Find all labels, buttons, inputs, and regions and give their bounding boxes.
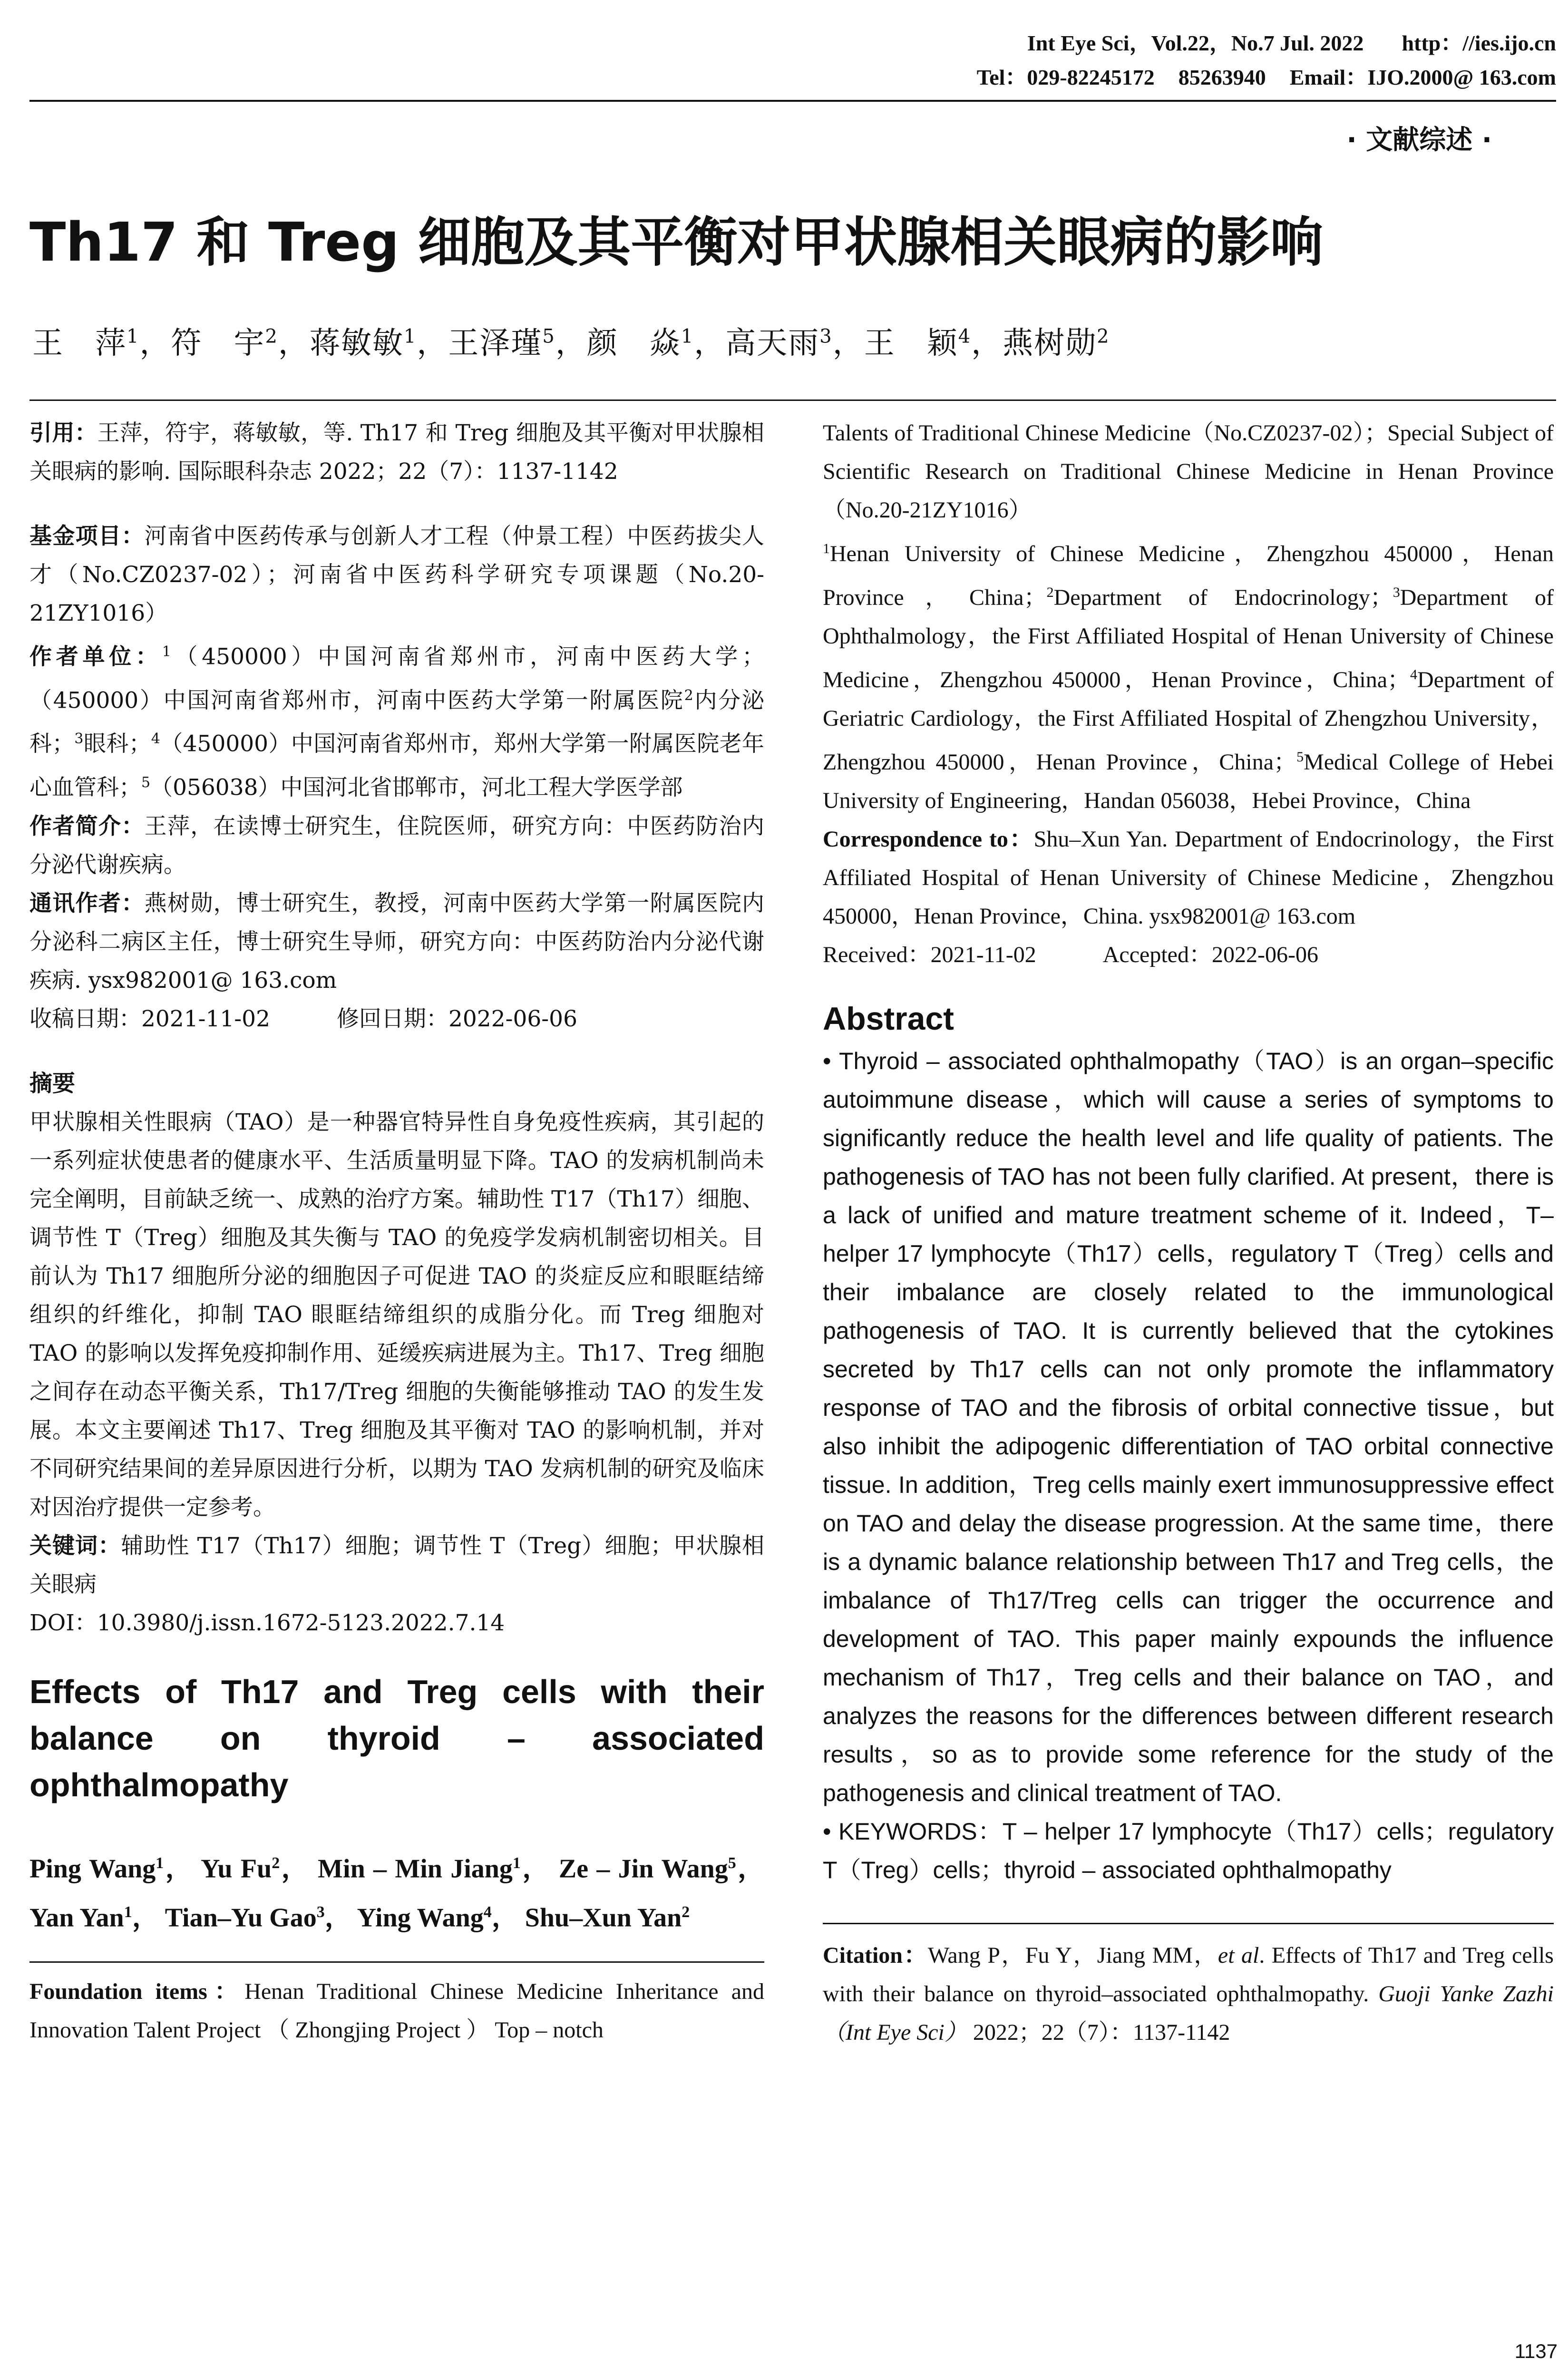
author-cn: 颜 焱	[586, 326, 681, 361]
author-cn: 符 宇	[171, 326, 265, 361]
author-cn: 高天雨	[725, 326, 820, 361]
author-cn: 蒋敏敏	[309, 326, 404, 361]
abstract-cn-heading: 摘要	[29, 1070, 76, 1097]
keywords-en: • KEYWORDS：T – helper 17 lymphocyte（Th17）cells；regulatory T（Treg）cells；thyroid – associated ophthalmopathy	[823, 1818, 1554, 1883]
article-title: Th17 和 Treg 细胞及其平衡对甲状腺相关眼病的影响	[29, 212, 1324, 273]
journal-info: Int Eye Sci，Vol.22，No.7 Jul. 2022	[1027, 31, 1364, 55]
author-cn: 王 萍	[32, 326, 127, 361]
fund-items: 基金项目：河南省中医药传承与创新人才工程（仲景工程）中医药拔尖人才（No.CZ0237-02）；河南省中医药科学研究专项课题（No.20-21ZY1016）	[29, 523, 765, 626]
author-units: 作者单位：$^1$（450000）中国河南省郑州市，河南中医药大学；（450000）中国河南省郑州市，河南中医药大学第一附属医院$^2$内分泌科；$^3$眼科；$^4$（450000）中国河南省郑州市，郑州大学第一附属医院老年心血管科；$^5$（056038）中国河北省邯郸市，河北工程大学医学部	[29, 643, 765, 801]
correspondence-en: Correspondence to：Shu–Xun Yan. Department of Endocrinology，the First Affiliated Hospital of Henan University of Chinese Medicine，Zhengzhou 450000，Henan Province，China. ysx982001@ 163.com	[823, 827, 1554, 929]
left-column	[29, 414, 764, 2049]
journal-tel2: 85263940	[1178, 65, 1266, 89]
foundation-cont: Talents of Traditional Chinese Medicine（No.CZ0237-02）；Special Subject of Scientific Research on Traditional Chinese Medicine in Henan Province（No.20-21ZY1016）	[823, 420, 1554, 523]
abstract-cn: 甲状腺相关性眼病（TAO）是一种器官特异性自身免疫性疾病，其引起的一系列症状使患者的健康水平、生活质量明显下降。TAO 的发病机制尚未完全阐明，目前缺乏统一、成熟的治疗方案。辅助性 T17（Th17）细胞、调节性 T（Treg）细胞及其失衡与 TAO 的免疫学发病机制密切相关。目前认为 Th17 细胞所分泌的细胞因子可促进 TAO 的炎症反应和眼眶结缔组织的纤维化，抑制 TAO 眼眶结缔组织的成脂分化。而 Treg 细胞对 TAO 的影响以发挥免疫抑制作用、延缓疾病进展为主。Th17、Treg 细胞之间存在动态平衡关系，Th17/Treg 细胞的失衡能够推动 TAO 的发生发展。本文主要阐述 Th17、Treg 细胞及其平衡对 TAO 的影响机制，并对不同研究结果间的差异原因进行分析，以期为 TAO 发病机制的研究及临床对因治疗提供一定参考。	[29, 1109, 764, 1520]
right-column	[823, 414, 1554, 2052]
journal-url[interactable]: http：//ies.ijo.cn	[1402, 31, 1556, 55]
journal-email[interactable]: Email：IJO.2000@ 163.com	[1289, 65, 1556, 89]
corresponding-author: 通讯作者：燕树勋，博士研究生，教授，河南中医药大学第一附属医院内分泌科二病区主任，博士研究生导师，研究方向：中医药防治内分泌代谢疾病. ysx982001@ 163.com	[29, 890, 765, 994]
foundation-items: Foundation items：Henan Traditional Chinese Medicine Inheritance and Innovation Talent Project （ Zhongjing Project ） Top – notch	[29, 1978, 765, 2043]
citation-rule	[823, 1923, 1554, 1924]
journal-tel: Tel：029-82245172	[976, 65, 1155, 89]
title-rule	[29, 399, 1556, 401]
foundation-rule	[29, 1961, 764, 1963]
author-cn: 王 颖	[864, 326, 958, 361]
section-tag: · 文献综述 ·	[1346, 125, 1492, 156]
page-number: 1137	[1514, 2340, 1558, 2362]
citation-en: Citation：Wang P，Fu Y，Jiang MM，et al. Effects of Th17 and Treg cells with their balance on thyroid–associated ophthalmopathy. Guoji Yanke Zazhi（Int Eye Sci） 2022；22（7）：1137-1142	[823, 1943, 1554, 2045]
author-cn: 王泽瑾	[448, 326, 543, 361]
keywords-cn: 关键词：辅助性 T17（Th17）细胞；调节性 T（Treg）细胞；甲状腺相关眼病	[29, 1532, 764, 1598]
received-en: Received：2021-11-02 Accepted：2022-06-06	[823, 942, 1318, 967]
received-dates: 收稿日期：2021-11-02 修回日期：2022-06-06	[29, 1005, 577, 1032]
abstract-en: • Thyroid – associated ophthalmopathy（TAO）is an organ–specific autoimmune disease，which will cause a series of symptoms to significantly reduce the health level and life quality of patients. The pathogenesis of TAO has not been fully clarified. At present，there is a lack of unified and mature treatment scheme of it. Indeed，T–helper 17 lymphocyte（Th17）cells，regulatory T（Treg）cells and their imbalance are closely related to the immunological pathogenesis of TAO. It is currently believed that the cytokines secreted by Th17 cells can not only promote the inflammatory response of TAO and the fibrosis of orbital connective tissue，but also inhibit the adipogenic differentiation of TAO orbital connective tissue. In addition，Treg cells mainly exert immunosuppressive effect on TAO and delay the disease progression. At the same time，there is a dynamic balance relationship between Th17 and Treg cells，the imbalance of Th17/Treg cells can trigger the occurrence and development of TAO. This paper mainly expounds the influence mechanism of Th17，Treg cells and their balance on TAO，and analyzes the reasons for the differences between different research results，so as to provide some reference for the study of the pathogenesis and clinical treatment of TAO.	[823, 1048, 1554, 1806]
doi[interactable]: DOI：10.3980/j.issn.1672-5123.2022.7.14	[29, 1609, 505, 1636]
author-cn: 燕树勋	[1003, 326, 1097, 361]
abstract-en-heading: Abstract	[823, 1001, 954, 1037]
header-rule	[29, 100, 1556, 102]
authors-en: Ping Wang$^1$， Yu Fu$^2$， Min – Min Jiang$^1$， Ze – Jin Wang$^5$， Yan Yan$^1$， Tian–Yu Gao$^3$， Ying Wang$^4$， Shu–Xun Yan$^2$	[29, 1854, 765, 1933]
english-title: Effects of Th17 and Treg cells with their balance on thyroid – associated ophthalmopathy	[29, 1673, 764, 1803]
journal-header	[748, 26, 1556, 95]
authors-cn: 王 萍$^1$，符 宇$^2$，蒋敏敏$^1$，王泽瑾$^5$，颜 焱$^1$，高天雨$^3$，王 颖$^4$，燕树勋$^2$	[32, 325, 1110, 361]
author-bio: 作者简介：王萍，在读博士研究生，住院医师，研究方向：中医药防治内分泌代谢疾病。	[29, 813, 765, 878]
affiliations-en: $^1$Henan University of Chinese Medicine，Zhengzhou 450000，Henan Province，China；$^2$Department of Endocrinology；$^3$Department of Ophthalmology，the First Affiliated Hospital of Henan University of Chinese Medicine，Zhengzhou 450000，Henan Province，China；$^4$Department of Geriatric Cardiology，the First Affiliated Hospital of Zhengzhou University，Zhengzhou 450000，Henan Province，China；$^5$Medical College of Hebei University of Engineering，Handan 056038，Hebei Province，China	[823, 541, 1554, 813]
citation-cn: 引用：王萍，符宇，蒋敏敏，等. Th17 和 Treg 细胞及其平衡对甲状腺相关眼病的影响. 国际眼科杂志 2022；22（7）：1137-1142	[29, 420, 765, 485]
